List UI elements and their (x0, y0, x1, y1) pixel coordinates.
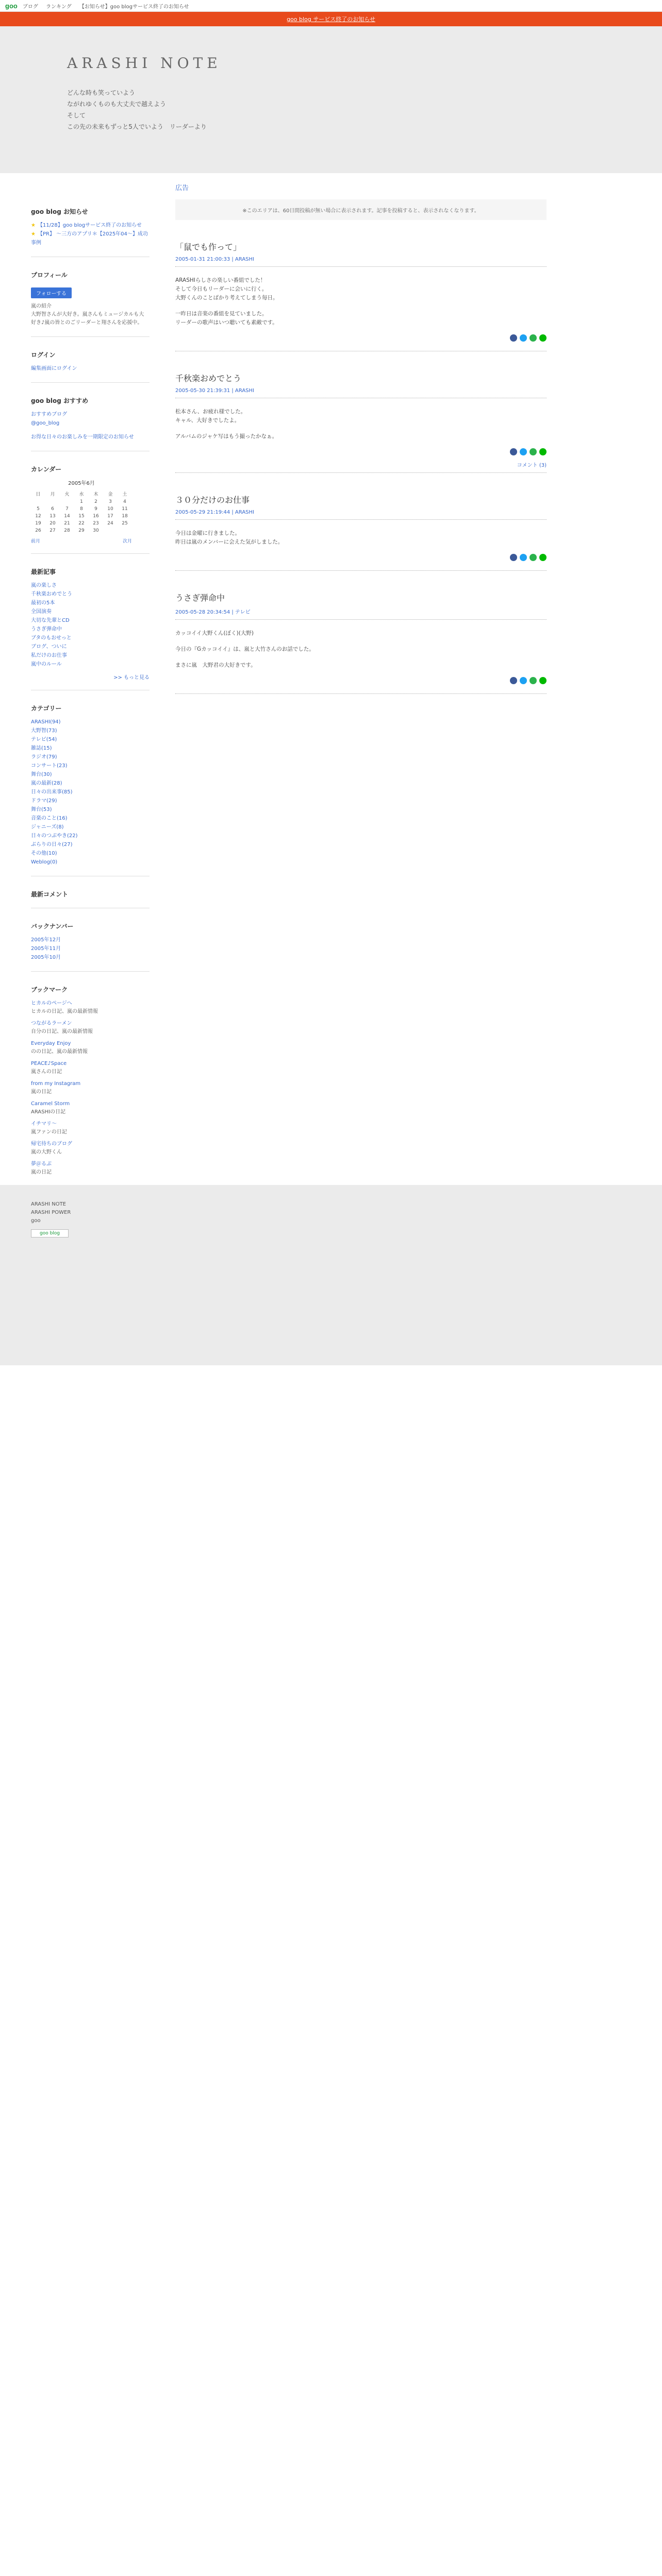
calendar-heading: カレンダー (31, 466, 62, 473)
bookmark-link[interactable]: from my Instagram (31, 1081, 81, 1087)
post-list (175, 241, 562, 694)
post-paragraph: カッコイイ大野くん(ぼく)(大野) (175, 630, 254, 636)
top-nav (23, 2, 195, 10)
bookmark-desc: 嵐の大野くん (31, 1149, 62, 1155)
post-paragraph: 今日の『Gカッコイイ』は、嵐と大竹さんのお話でした。 (175, 646, 315, 652)
tagline-line: そして (67, 112, 86, 119)
post-paragraph: 今日は金曜に行きました。 昨日は嵐のメンバーに会えた気がしました。 (175, 530, 284, 545)
main-content (150, 173, 562, 1180)
backnumber-link[interactable]: 2005年10月 (31, 955, 61, 960)
recent-post-link[interactable]: 千秋楽おめでとう (31, 591, 72, 597)
profile-name: 嵐の紹介 (31, 303, 52, 309)
post-title[interactable]: 「鼠でも作って」 (175, 242, 242, 252)
calendar-weekday: 火 (64, 492, 70, 497)
calendar-day[interactable]: 26 (35, 528, 41, 533)
calendar-day[interactable]: 25 (122, 521, 128, 526)
facebook-icon[interactable] (510, 677, 517, 684)
calendar-day[interactable]: 10 (107, 506, 113, 512)
recent-post-link[interactable]: 嵐の楽しさ (31, 583, 57, 588)
calendar-day[interactable]: 20 (49, 521, 56, 526)
bookmark-item (31, 1140, 150, 1157)
category-list (31, 718, 150, 867)
top-navigation-bar (0, 0, 662, 12)
calendar-weekday: 土 (122, 492, 127, 497)
calendar-day[interactable]: 29 (78, 528, 85, 533)
bookmark-item (31, 1079, 150, 1096)
share-buttons (175, 334, 547, 342)
backnumber-link[interactable]: 2005年11月 (31, 946, 61, 952)
goo-news-heading: goo blog お知らせ (31, 208, 88, 215)
calendar-day[interactable]: 22 (78, 521, 85, 526)
calendar-day[interactable]: 30 (93, 528, 99, 533)
category-link[interactable]: その他(10) (31, 851, 57, 856)
recent-post-link[interactable]: 大切な先輩とCD (31, 618, 70, 623)
calendar-day (31, 498, 45, 505)
footer-credit: ARASHI POWER (31, 1210, 71, 1215)
bookmark-desc: のの日記、嵐の最新情報 (31, 1049, 88, 1055)
category-link[interactable]: ジャニーズ(8) (31, 824, 64, 830)
category-link[interactable]: 舞台(30) (31, 772, 52, 777)
bookmark-link[interactable]: Everyday Enjoy (31, 1041, 71, 1046)
service-end-notice-link[interactable]: goo blog サービス終了のお知らせ (287, 16, 375, 23)
recent-post-link[interactable]: うさぎ弾命中 (31, 626, 62, 632)
calendar-day[interactable]: 8 (80, 506, 83, 512)
bookmark-desc: 嵐の日記 (31, 1089, 52, 1095)
post-body (175, 529, 547, 547)
calendar-day[interactable]: 4 (123, 499, 126, 504)
category-link[interactable]: 舞台(53) (31, 807, 52, 812)
calendar-day[interactable]: 5 (37, 506, 40, 512)
calendar-day[interactable]: 17 (107, 514, 113, 519)
tagline-line: ながれゆくものも大丈夫で越えよう (67, 100, 167, 108)
blog-post (175, 494, 547, 571)
tagline-line: どんな時も笑っていよう (67, 89, 136, 96)
calendar-day[interactable]: 2 (94, 499, 97, 504)
category-heading: カテゴリー (31, 705, 62, 712)
footer-credit: goo (31, 1218, 41, 1224)
post-title[interactable]: うさぎ弾命中 (175, 593, 225, 603)
post-paragraph: アルバムのジャケ写はもう撮ったかなぁ。 (175, 433, 278, 439)
recent-post-link[interactable]: 嵐中のルール (31, 662, 62, 667)
calendar-day[interactable]: 27 (49, 528, 56, 533)
follow-button[interactable]: フォローする (31, 287, 72, 298)
goo-news-item[interactable]: ★ 【11/28】goo blogサービス終了のお知らせ (31, 223, 142, 228)
bookmark-item (31, 1059, 150, 1076)
calendar-day[interactable]: 13 (49, 514, 56, 519)
share-buttons (175, 554, 547, 561)
calendar-day[interactable]: 3 (109, 499, 112, 504)
bookmark-link[interactable]: つながるラーメン (31, 1021, 72, 1026)
share-buttons (175, 448, 547, 455)
line-icon[interactable] (539, 448, 547, 455)
facebook-icon[interactable] (510, 334, 517, 342)
blog-post (175, 241, 547, 351)
line-icon[interactable] (539, 554, 547, 561)
calendar-weekday: 金 (108, 492, 113, 497)
blog-post (175, 591, 547, 694)
recent-comments-heading: 最新コメント (31, 891, 69, 898)
bookmark-link[interactable]: 帰宅待ちのブログ (31, 1141, 72, 1147)
nav-blog-link[interactable]: ブログ (22, 4, 38, 10)
calendar-day[interactable]: 6 (51, 506, 54, 512)
calendar-month: 2005年6月 (68, 481, 95, 486)
line-icon[interactable] (539, 334, 547, 342)
profile-text: 大野智さんが大好き。嵐さんもミュージカルも大好き♪嵐の皆とのごリーダーと翔さんを応援中。 (31, 312, 144, 326)
bookmark-desc: ヒカルの日記、嵐の最新情報 (31, 1009, 98, 1014)
star-icon: ★ (31, 223, 36, 228)
calendar-day[interactable]: 21 (64, 521, 70, 526)
hatena-icon[interactable] (529, 334, 537, 342)
bookmark-item (31, 1019, 150, 1036)
calendar-day (103, 527, 118, 534)
sidebar (0, 173, 150, 1180)
calendar-day[interactable]: 7 (65, 506, 69, 512)
bookmark-item (31, 1099, 150, 1116)
blog-tagline (67, 87, 418, 132)
nav-notice-link[interactable]: 【お知らせ】goo blogサービス終了のお知らせ (79, 4, 189, 10)
bookmark-item (31, 999, 150, 1016)
recent-post-link[interactable]: 全国演奏 (31, 609, 52, 615)
calendar-day[interactable]: 11 (122, 506, 128, 512)
star-icon: ★ (31, 231, 36, 237)
bookmark-link[interactable]: 夢＠るぶ (31, 1161, 52, 1167)
calendar-weekday: 木 (93, 492, 98, 497)
category-link[interactable]: ぶらりの日々(27) (31, 842, 73, 848)
comment-link[interactable] (175, 566, 547, 571)
recent-post-link[interactable]: ブログ、ついに (31, 644, 67, 650)
service-end-notice-banner (0, 12, 662, 26)
category-link[interactable]: ドラマ(29) (31, 798, 57, 804)
post-meta[interactable]: 2005-05-28 20:34:54 | テレビ (175, 607, 547, 620)
calendar-weekday: 水 (79, 492, 84, 497)
category-link[interactable]: 嵐の最新(28) (31, 781, 62, 786)
post-paragraph: 一昨日は音楽の番組を見ていました。 リーダーの歌声はいつ聴いても素敵です。 (175, 311, 278, 326)
bookmark-desc: 嵐さんの日記 (31, 1069, 62, 1075)
post-body (175, 629, 547, 670)
calendar-day (45, 498, 60, 505)
post-paragraph: まさに嵐 大野君の大好きです。 (175, 662, 256, 668)
recommend-blog-link[interactable]: おすすめブログ (31, 412, 68, 417)
backnumber-link[interactable]: 2005年12月 (31, 937, 61, 943)
twitter-icon[interactable] (520, 448, 527, 455)
blog-header (0, 26, 662, 173)
calendar-day (118, 527, 132, 534)
recent-post-link[interactable]: 最初の5本 (31, 600, 55, 606)
line-icon[interactable] (539, 677, 547, 684)
recent-posts-heading: 最新記事 (31, 568, 56, 575)
login-link[interactable]: 編集画面にログイン (31, 366, 77, 371)
ad-label: 広告 (175, 184, 189, 192)
bookmark-desc: ARASHIの日記 (31, 1109, 66, 1115)
category-link[interactable]: 大野智(73) (31, 728, 57, 734)
post-title[interactable]: 千秋楽おめでとう (175, 374, 242, 383)
comment-link[interactable]: コメント (3) (175, 461, 547, 473)
hatena-icon[interactable] (529, 554, 537, 561)
facebook-icon[interactable] (510, 554, 517, 561)
calendar-day[interactable]: 24 (107, 521, 113, 526)
calendar-day[interactable]: 12 (35, 514, 41, 519)
hatena-icon[interactable] (529, 448, 537, 455)
bookmark-item (31, 1160, 150, 1177)
bookmark-list (31, 999, 150, 1177)
category-link[interactable]: 雑誌(15) (31, 745, 52, 751)
category-link[interactable]: Weblog(0) (31, 859, 58, 865)
calendar-weekday: 日 (36, 492, 41, 497)
login-heading: ログイン (31, 351, 56, 359)
calendar-prev-link[interactable]: 前月 (31, 539, 41, 544)
calendar-day (60, 498, 74, 505)
backnumber-heading: バックナンバー (31, 923, 74, 930)
profile-heading: プロフィール (31, 272, 68, 279)
bookmark-link[interactable]: Caramel Storm (31, 1101, 70, 1107)
calendar-next-link[interactable]: 次月 (122, 539, 132, 544)
footer-band (0, 1185, 662, 1365)
post-title[interactable]: ３０分だけのお仕事 (175, 495, 250, 505)
calendar-day[interactable]: 16 (93, 514, 99, 519)
goo-news-item[interactable]: ★ 【PR】 ～三方のアプリ＊【2025年04～】成功事例 (31, 231, 148, 246)
bookmark-heading: ブックマーク (31, 986, 68, 993)
post-meta[interactable]: 2005-01-31 21:00:33 | ARASHI (175, 257, 547, 267)
bookmark-link[interactable]: PEACE♪Space (31, 1061, 67, 1066)
ad-notice: ※このエリアは、60日間投稿が無い場合に表示されます。記事を投稿すると、表示されなくなります。 (175, 199, 547, 220)
calendar-day[interactable]: 18 (122, 514, 128, 519)
recommend-more-link[interactable]: お得な日々のお楽しみを一期限定のお知らせ (31, 434, 134, 440)
recent-more-link[interactable]: >> もっと見る (113, 675, 150, 681)
post-body (175, 276, 547, 327)
backnumber-list (31, 936, 150, 962)
bookmark-link[interactable]: ヒカルのページへ (31, 1001, 72, 1006)
bookmark-desc: 嵐の日記 (31, 1170, 52, 1175)
bookmark-item (31, 1039, 150, 1056)
blog-post (175, 372, 547, 473)
post-meta[interactable]: 2005-05-29 21:19:44 | ARASHI (175, 510, 547, 520)
category-link[interactable]: ARASHI(94) (31, 719, 61, 725)
nav-ranking-link[interactable]: ランキング (46, 4, 72, 10)
calendar-weekday: 月 (50, 492, 55, 497)
bookmark-item (31, 1120, 150, 1137)
category-link[interactable]: テレビ(54) (31, 737, 57, 742)
calendar-day[interactable]: 15 (78, 514, 85, 519)
tagline-line: この先の未来もずっと5人でいよう リーダーより (67, 123, 207, 130)
calendar-day[interactable]: 14 (64, 514, 70, 519)
goo-blog-badge[interactable]: goo blog (31, 1229, 69, 1238)
calendar-day[interactable]: 19 (35, 521, 41, 526)
category-link[interactable]: ラジオ(79) (31, 754, 57, 760)
bookmark-link[interactable]: イチマリ～ (31, 1121, 57, 1127)
recent-posts-list (31, 581, 150, 669)
blog-title[interactable]: ARASHI NOTE (67, 55, 222, 72)
hatena-icon[interactable] (529, 677, 537, 684)
calendar-day[interactable]: 1 (80, 499, 83, 504)
footer-credit: ARASHI NOTE (31, 1201, 66, 1207)
category-link[interactable]: 日々のつぶやき(22) (31, 833, 78, 839)
goo-logo[interactable]: goo (5, 2, 18, 10)
facebook-icon[interactable] (510, 448, 517, 455)
comment-link[interactable] (175, 347, 547, 351)
twitter-icon[interactable] (520, 554, 527, 561)
recent-post-link[interactable]: ブタのもおせっと (31, 635, 72, 641)
post-paragraph: 松本さん、お疲れ様でした。 キャル、大好きでしたよ。 (175, 409, 246, 423)
category-link[interactable]: 日々の出来事(85) (31, 789, 73, 795)
calendar (31, 489, 132, 534)
goo-blog-twitter-link[interactable]: @goo_blog (31, 420, 60, 426)
category-link[interactable]: コンサート(23) (31, 763, 68, 769)
calendar-day[interactable]: 23 (93, 521, 99, 526)
bookmark-desc: 自分の日記、嵐の最新情報 (31, 1029, 93, 1035)
category-link[interactable]: 音楽のこと(16) (31, 816, 68, 821)
calendar-day[interactable]: 9 (94, 506, 97, 512)
calendar-day[interactable]: 28 (64, 528, 70, 533)
twitter-icon[interactable] (520, 677, 527, 684)
bookmark-desc: 嵐ファンの日記 (31, 1129, 67, 1135)
post-paragraph: ARASHIらしさの楽しい番組でした！ そして今日もリーダーに会いに行く。 大野くんのことばかり考えてしまう毎日。 (175, 277, 278, 301)
post-meta[interactable]: 2005-05-30 21:39:31 | ARASHI (175, 388, 547, 398)
share-buttons (175, 677, 547, 684)
recent-post-link[interactable]: 私だけのお仕事 (31, 653, 67, 658)
post-body (175, 408, 547, 441)
twitter-icon[interactable] (520, 334, 527, 342)
comment-link[interactable] (175, 689, 547, 694)
recommend-heading: goo blog おすすめ (31, 397, 89, 404)
